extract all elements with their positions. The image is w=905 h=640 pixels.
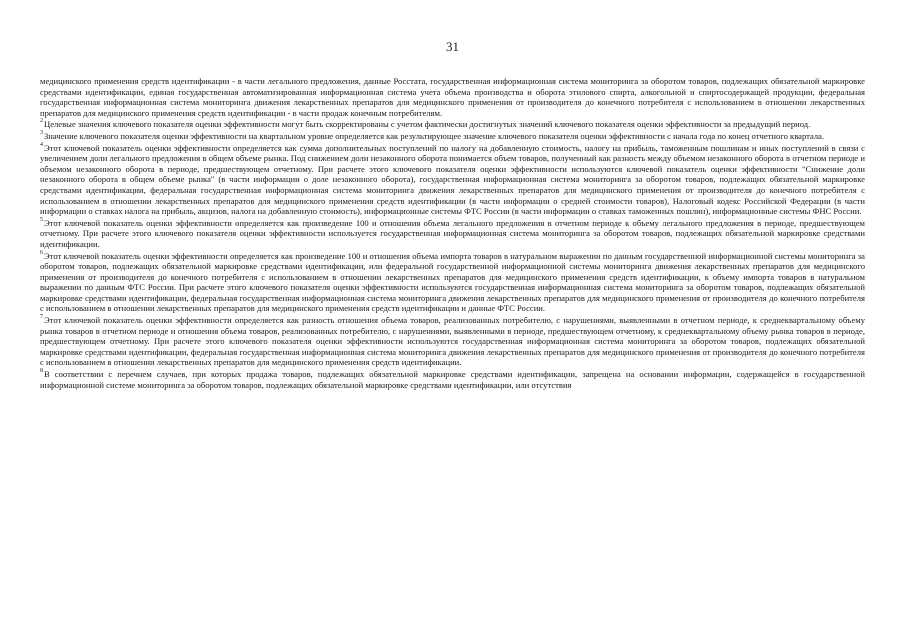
- footnote-text: Значение ключевого показателя оценки эффективности на квартальном уровне определяется как результирующее значение ключевого показателя оценки эффективности с начала года по конец отчетного квартала.: [44, 130, 825, 141]
- footnote-number: 5: [40, 216, 43, 223]
- footnote-2: [40, 119, 865, 130]
- footnote-3: [40, 131, 865, 142]
- page-number: 31: [446, 39, 459, 54]
- footnote-text: Этот ключевой показатель оценки эффективности определяется как произведение 100 и отношения объема легального предложения в отчетном периоде к объему легального предложения в периоде, предшествующем отчетному. При расчете этого ключевого показателя оценки эффективности используется государственная информационная система мониторинга за оборотом товаров, подлежащих обязательной маркировке средствами идентификации.: [40, 217, 865, 249]
- footnote-text: Этот ключевой показатель оценки эффективности определяется как сумма дополнительных поступлений по налогу на добавленную стоимость, налогу на прибыль, таможенным пошлинам и иных поступлений в связи с увеличением доли легального предложения в общем объеме рынка. Под снижением доли незаконного оборота понимается объем товаров, полученный как разность между объемом незаконного оборота в отчетном периоде и объемом незаконного оборота в периоде, предшествующем отчетному. При расчете этого ключевого показателя оценки эффективности используются ключевой показатель оценки эффективности "Снижение доли незаконного оборота в общем объеме рынка" (в части информации о доле незаконного оборота), государственная информационная система мониторинга за оборотом товаров, подлежащих обязательной маркировке средствами идентификации, федеральная государственная информационная система мониторинга движения лекарственных препаратов для медицинского применения от производителя до конечного потребителя с использованием в отношении лекарственных препаратов для медицинского применения средств идентификации (в части информации о средней стоимости товаров), Налоговый кодекс Российской Федерации (в части информации о ставках налога на прибыль, акцизов, налога на добавленную стоимость), информационные системы ФТС России (в части информации о ставках таможенных пошлин), информационные системы ФНС России.: [40, 142, 865, 217]
- footnote-text: Этот ключевой показатель оценки эффективности определяется как произведение 100 и отношения объема импорта товаров в натуральном выражении по данным государственной информационной системы мониторинга за оборотом товаров, подлежащих обязательной маркировке средствами идентификации, или федеральной государственной информационной системы мониторинга движения лекарственных препаратов для медицинского применения от производителя до конечного потребителя с использованием в отношении лекарственных препаратов для медицинского применения средств идентификации, к объему импорта товаров в натуральном выражении по данным ФТС России. При расчете этого ключевого показателя оценки эффективности используются государственная информационная система мониторинга за оборотом товаров, подлежащих обязательной маркировке средствами идентификации, федеральная государственная информационная система мониторинга движения лекарственных препаратов для медицинского применения от производителя до конечного потребителя с использованием в отношении лекарственных препаратов для медицинского применения средств идентификации и данные ФТС России.: [40, 250, 865, 314]
- footnote-number: 8: [40, 368, 43, 375]
- footnote-number: 7: [40, 314, 43, 321]
- footnote-4: [40, 143, 865, 217]
- footnote-7: [40, 315, 865, 368]
- footnote-number: 3: [40, 129, 43, 136]
- footnote-text: Целевые значения ключевого показателя оценки эффективности могут быть скорректированы с учетом фактически достигнутых значений ключевого показателя оценки эффективности за предыдущий период.: [44, 119, 811, 130]
- footnote-5: [40, 218, 865, 250]
- footnote-text: В соответствии с перечнем случаев, при которых продажа товаров, подлежащих обязательной маркировке средствами идентификации, запрещена на основании информации, содержащейся в государственной информационной системе мониторинга за оборотом товаров, подлежащих обязательной маркировке средствами идентификации, или отсутствия: [40, 369, 865, 390]
- footnote-8: [40, 369, 865, 390]
- footnote-text: Этот ключевой показатель оценки эффективности определяется как разность отношения объема товаров, реализованных потребителю, с нарушениями, выявленными в отчетном периоде, к среднеквартальному объему рынка товаров в отчетном периоде и отношения объема товаров, реализованных потребителю, с нарушениями, выявленными в периоде, предшествующем отчетному, к среднеквартальному объему рынка товаров в периоде, предшествующем отчетному. При расчете этого ключевого показателя оценки эффективности используются государственная информационная система мониторинга за оборотом товаров, подлежащих обязательной маркировке средствами идентификации, федеральная государственная информационная система мониторинга движения лекарственных препаратов для медицинского применения от производителя до конечного потребителя с использованием в отношении лекарственных препаратов для медицинского применения средств идентификации.: [40, 315, 865, 368]
- footnote-number: 4: [40, 141, 43, 148]
- intro-paragraph: медицинского применения средств идентификации - в части легального предложения, данные Росстата, государственная информационная система мониторинга за оборотом товаров, подлежащих обязательной маркировке средствами идентификации, единая государственная автоматизированная информационная система учета объема производства и оборота этилового спирта, алкогольной и спиртосодержащей продукции, федеральная государственная информационная система мониторинга движения лекарственных препаратов для медицинского применения от производителя до конечного потребителя с использованием в отношении лекарственных препаратов для медицинского применения средств идентификации - в части продаж конечным потребителям.: [40, 76, 865, 118]
- footnote-6: [40, 251, 865, 315]
- document-body: [40, 76, 865, 390]
- footnote-number: 6: [40, 249, 43, 256]
- footnote-number: 2: [40, 118, 43, 125]
